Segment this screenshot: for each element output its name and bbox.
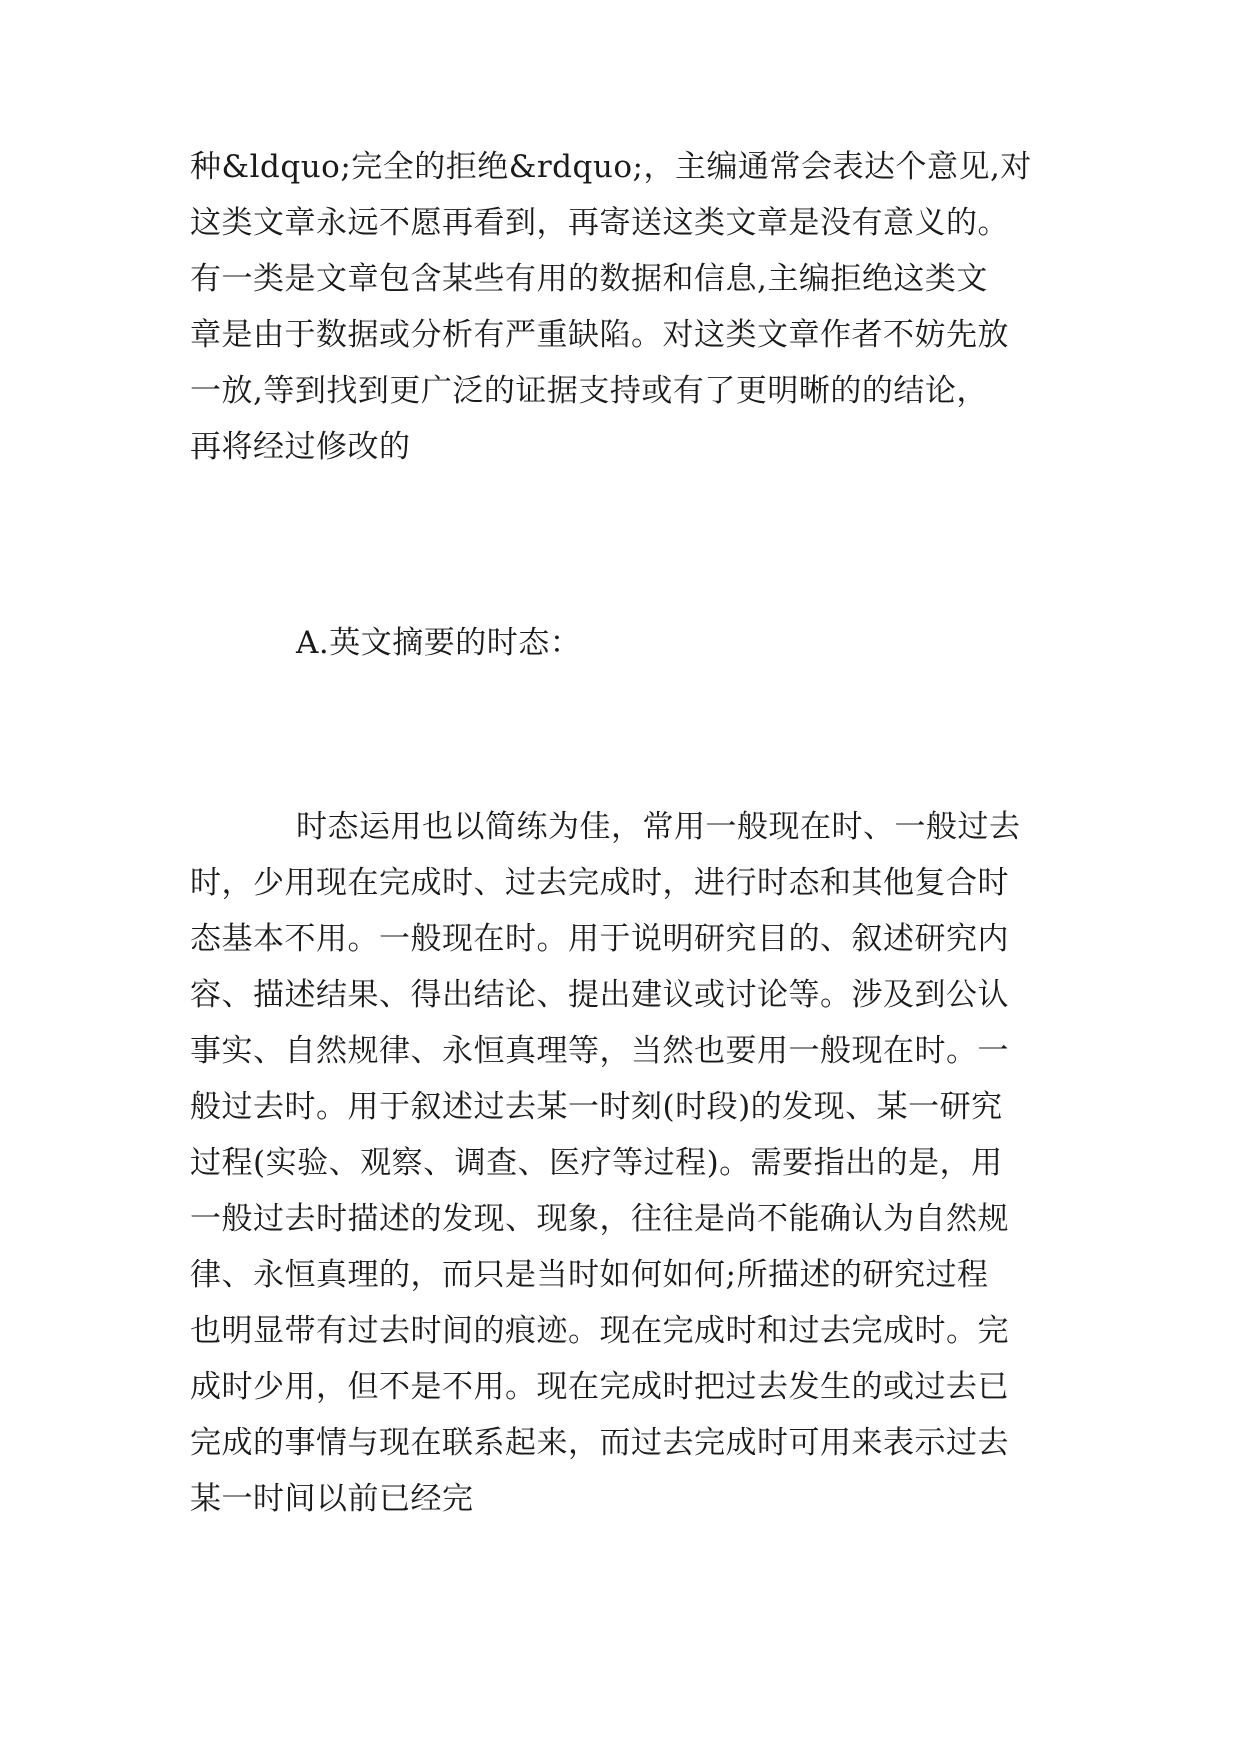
paragraph-2-line-4: 容、描述结果、得出结论、提出建议或讨论等。涉及到公认	[190, 977, 1009, 1013]
section-heading: A.英文摘要的时态：	[296, 625, 582, 661]
paragraph-2-line-5: 事实、自然规律、永恒真理等，当然也要用一般现在时。一	[190, 1033, 1009, 1069]
paragraph-1-line-5: 一放,等到找到更广泛的证据支持或有了更明晰的的结论，	[190, 373, 988, 409]
paragraph-2-line-10: 也明显带有过去时间的痕迹。现在完成时和过去完成时。完	[190, 1313, 1009, 1349]
paragraph-2-line-12: 完成的事情与现在联系起来，而过去完成时可用来表示过去	[190, 1425, 1009, 1461]
paragraph-2-line-13: 某一时间以前已经完	[190, 1481, 474, 1517]
paragraph-2-line-6: 般过去时。用于叙述过去某一时刻(时段)的发现、某一研究	[190, 1089, 1003, 1125]
paragraph-2-line-7: 过程(实验、观察、调查、医疗等过程)。需要指出的是，用	[190, 1145, 1003, 1181]
paragraph-2-line-3: 态基本不用。一般现在时。用于说明研究目的、叙述研究内	[190, 921, 1009, 957]
paragraph-1-line-4: 章是由于数据或分析有严重缺陷。对这类文章作者不妨先放	[190, 317, 1009, 353]
paragraph-1-line-2: 这类文章永远不愿再看到，再寄送这类文章是没有意义的。	[190, 205, 1009, 241]
paragraph-2-line-1: 时态运用也以简练为佳，常用一般现在时、一般过去	[296, 809, 1021, 845]
paragraph-2-line-8: 一般过去时描述的发现、现象，往往是尚不能确认为自然规	[190, 1201, 1009, 1237]
paragraph-2-line-2: 时，少用现在完成时、过去完成时，进行时态和其他复合时	[190, 865, 1009, 901]
paragraph-1-line-3: 有一类是文章包含某些有用的数据和信息,主编拒绝这类文	[190, 261, 988, 297]
paragraph-2-line-11: 成时少用，但不是不用。现在完成时把过去发生的或过去已	[190, 1369, 1009, 1405]
paragraph-1-line-6: 再将经过修改的	[190, 429, 411, 465]
paragraph-2-line-9: 律、永恒真理的，而只是当时如何如何;所描述的研究过程	[190, 1257, 989, 1293]
paragraph-1-line-1: 种&ldquo;完全的拒绝&rdquo;，主编通常会表达个意见,对	[190, 149, 1032, 185]
